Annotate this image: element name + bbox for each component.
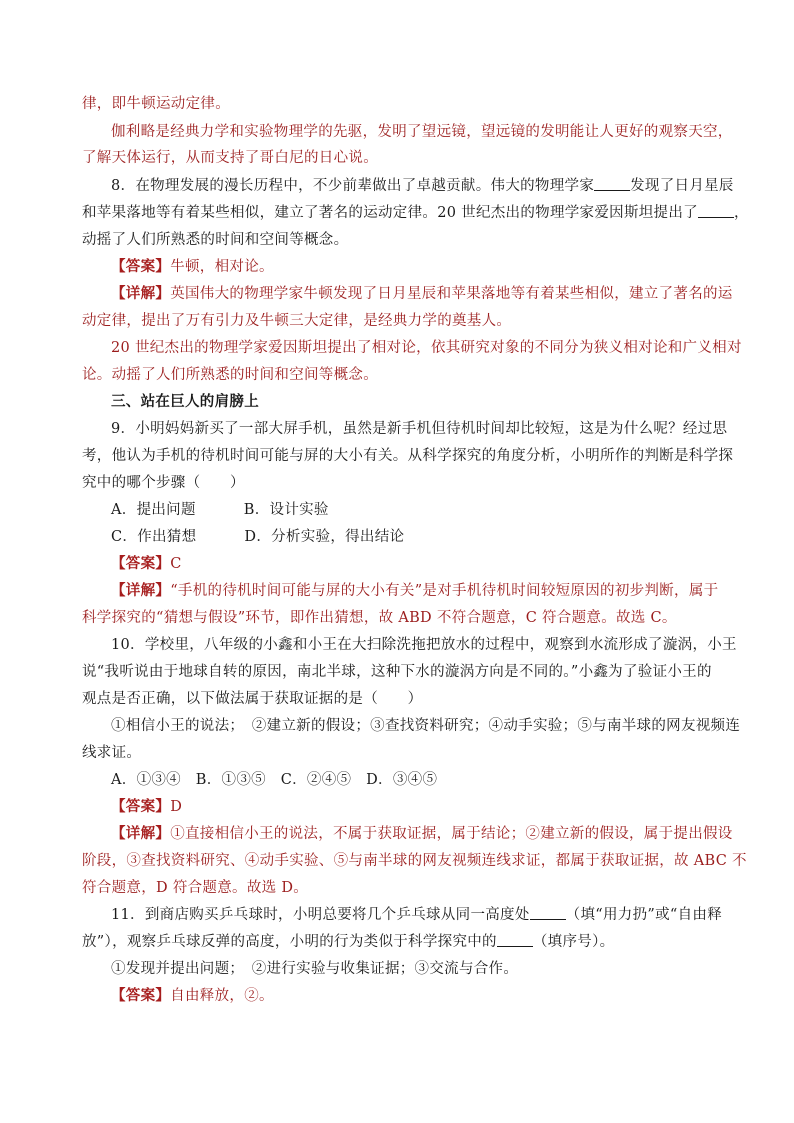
option-d: D．分析实验，得出结论 (244, 529, 405, 545)
question-text: （填序号）。 (532, 934, 615, 950)
explanation-tag: 【详解】 (111, 825, 171, 842)
question-text: 发现了日月星辰 (630, 178, 734, 194)
text-line: 阶段，③查找资料研究、④动手实验、⑤与南半球的网友视频连线求证，都属于获取证据，故 ABC 不 (82, 853, 747, 869)
question-9-line: 9．小明妈妈新买了一部大屏手机，虽然是新手机但待机时间却比较短，这是为什么呢？经过思 (111, 421, 728, 437)
question-text: 11．到商店购买乒乓球时，小明总要将几个乒乓球从同一高度处 (111, 907, 530, 923)
text-line: 观点是否正确，以下做法属于获取证据的是（ ） (82, 691, 423, 707)
text-line: ①发现并提出问题； ②进行实验与收集证据；③交流与合作。 (111, 961, 519, 977)
question-text: 放”），观察乒乓球反弹的高度，小明的行为类似于科学探究中的 (82, 934, 497, 950)
question-text: 8．在物理发展的漫长历程中，不少前辈做出了卓越贡献。伟大的物理学家 (111, 178, 595, 194)
options-line (111, 527, 404, 547)
text-line: 考，他认为手机的待机时间可能与屏的大小有关。从科学探究的角度分析，小明所作的判断是科学探 (82, 448, 734, 464)
explanation-line (111, 581, 718, 601)
text-line: 伽利略是经典力学和实验物理学的先驱，发明了望远镜，望远镜的发明能让人更好的观察天空， (111, 124, 733, 140)
explanation-text: 英国伟大的物理学家牛顿发现了日月星辰和苹果落地等有着某些相似，建立了著名的运 (170, 286, 733, 302)
text-line: ①相信小王的说法； ②建立新的假设；③查找资料研究；④动手实验；⑤与南半球的网友视频连 (111, 718, 741, 734)
section-heading: 三、站在巨人的肩膀上 (111, 394, 259, 410)
text-line: 论。动摇了人们所熟悉的时间和空间等概念。 (82, 367, 378, 383)
answer-blank (698, 203, 734, 218)
answer-line (111, 986, 274, 1006)
text-line: 科学探究的“猜想与假设”环节，即作出猜想，故 ABD 不符合题意，C 符合题意。故选 C。 (82, 610, 677, 626)
question-8-line (82, 203, 749, 223)
text-line: 律，即牛顿运动定律。 (82, 96, 230, 112)
question-text: ， (733, 205, 749, 221)
explanation-tag: 【详解】 (111, 285, 171, 302)
question-8-line (111, 176, 734, 196)
answer-tag: 【答案】 (111, 798, 171, 815)
answer-blank (497, 932, 533, 947)
answer-blank (530, 905, 566, 920)
answer-tag: 【答案】 (111, 258, 171, 275)
question-10-line: 10．学校里，八年级的小鑫和小王在大扫除洗拖把放水的过程中，观察到水流形成了漩涡，小王 (111, 637, 737, 653)
text-line: 符合题意，D 符合题意。故选 D。 (82, 880, 309, 896)
option-c: C．作出猜想 (111, 529, 197, 545)
question-11-line (82, 932, 614, 952)
answer-blank (594, 176, 630, 191)
text-line: 动定律，提出了万有引力及牛顿三大定律，是经典力学的奠基人。 (82, 313, 512, 329)
text-line: 20 世纪杰出的物理学家爱因斯坦提出了相对论，依其研究对象的不同分为狭义相对论和广义相对 (111, 340, 742, 356)
option-a: A．提出问题 (111, 502, 196, 518)
answer-text: 牛顿，相对论。 (170, 259, 274, 275)
option-b: B．设计实验 (243, 502, 329, 518)
text-line: 究中的哪个步骤（ ） (82, 475, 245, 491)
answer-tag: 【答案】 (111, 555, 171, 572)
options-line (111, 500, 329, 520)
answer-text: D (170, 799, 183, 815)
explanation-line (111, 284, 733, 304)
explanation-line (111, 824, 733, 844)
question-text: （填“用力扔”或“自由释 (565, 907, 722, 923)
text-line: 了解天体运行，从而支持了哥白尼的日心说。 (82, 150, 378, 166)
answer-line (111, 554, 182, 574)
answer-text: 自由释放，②。 (170, 988, 274, 1004)
answer-tag: 【答案】 (111, 987, 171, 1004)
answer-text: C (170, 556, 182, 572)
options-line: A．①③④ B．①③⑤ C．②④⑤ D．③④⑤ (111, 772, 438, 788)
text-line: 线求证。 (82, 745, 142, 761)
explanation-tag: 【详解】 (111, 582, 171, 599)
explanation-text: “手机的待机时间可能与屏的大小有关”是对手机待机时间较短原因的初步判断，属于 (170, 583, 719, 599)
answer-line (111, 257, 274, 277)
text-line: 说“我听说由于地球自转的原因，南北半球，这种下水的漩涡方向是不同的。”小鑫为了验证小王的 (82, 664, 712, 680)
answer-line (111, 797, 182, 817)
text-line: 动摇了人们所熟悉的时间和空间等概念。 (82, 232, 349, 248)
question-text: 和苹果落地等有着某些相似，建立了著名的运动定律。20 世纪杰出的物理学家爱因斯坦提出了 (82, 205, 698, 221)
question-11-line (111, 905, 722, 925)
explanation-text: ①直接相信小王的说法，不属于获取证据，属于结论；②建立新的假设，属于提出假设 (170, 826, 733, 842)
